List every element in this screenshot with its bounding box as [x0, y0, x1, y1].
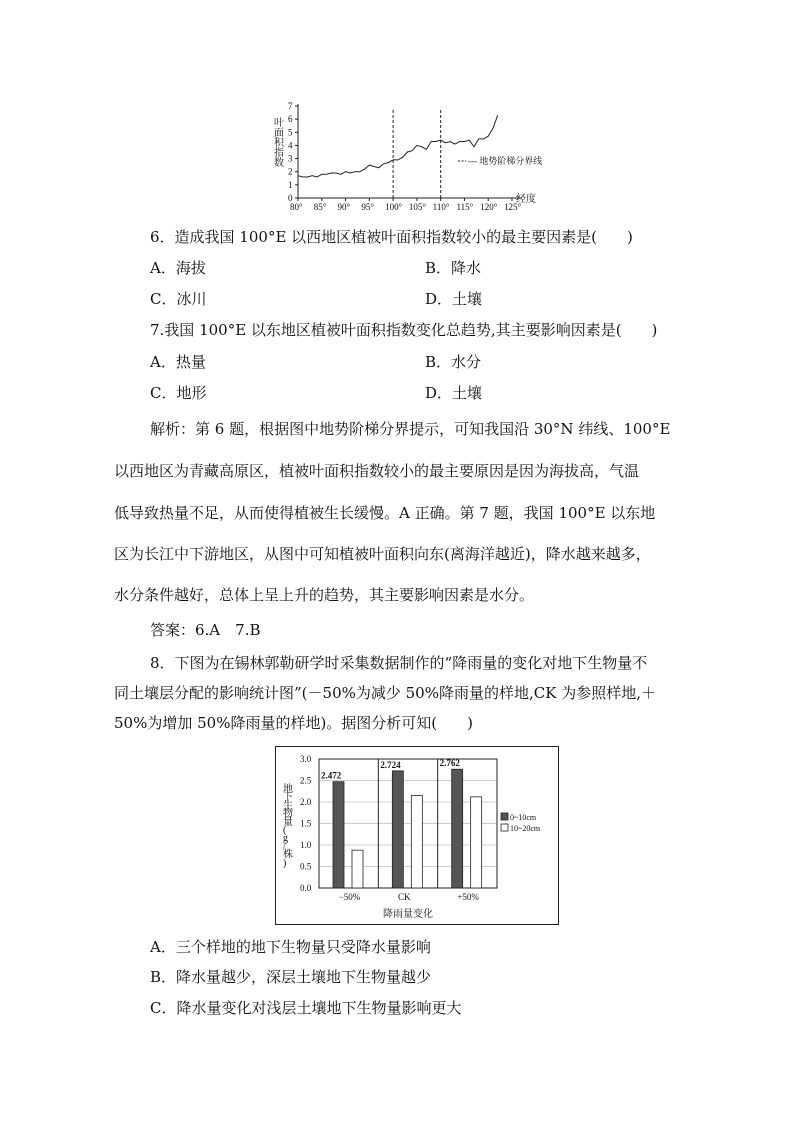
bar-0-10cm [452, 769, 463, 888]
q7-option-a: A．热量 [150, 353, 206, 371]
y-axis-label-char: 物 [283, 808, 293, 820]
y-axis-label-char: g [283, 833, 288, 845]
bar-10-20cm [411, 796, 422, 888]
q6-option-d: D．土壤 [425, 290, 483, 308]
y-axis-label-char: 株 [283, 849, 293, 861]
q7-option-b: B．水分 [425, 353, 482, 371]
y-axis-label-char: 指 [274, 148, 284, 159]
y-tick-label: 3.0 [300, 754, 312, 764]
y-axis-label-char: 下 [283, 792, 293, 804]
x-tick-label: 100° [385, 202, 403, 212]
q8-line-1: 8．下图为在锡林郭勒研学时采集数据制作的“降雨量的变化对地下生物量不 [150, 654, 648, 672]
q6-option-c: C．冰川 [150, 290, 207, 308]
x-tick-label: 90° [337, 202, 351, 212]
analysis-line-5: 水分条件越好，总体上呈上升的趋势，其主要影响因素是水分。 [114, 586, 535, 604]
legend-label: --- 地势阶梯分界线 [468, 156, 543, 166]
q7-option-c: C．地形 [150, 384, 207, 402]
bar-0-10cm [392, 771, 403, 888]
q6-option-b: B．降水 [425, 259, 482, 277]
y-axis-label-char: 叶 [274, 118, 284, 129]
x-tick-label: −50% [338, 892, 361, 902]
y-axis-label-char: 面 [274, 128, 284, 139]
y-tick-label: 2.0 [300, 797, 312, 807]
x-axis-label: 经度 [516, 194, 536, 205]
q8-line-3: 50%为增加 50%降雨量的样地)。据图分析可知( ) [114, 714, 474, 732]
y-axis-label-char: 地 [283, 784, 293, 795]
analysis-line-1: 解析：第 6 题，根据图中地势阶梯分界提示，可知我国沿 30°N 纬线、100°E [150, 420, 671, 438]
analysis-line-2: 以西地区为青藏高原区，植被叶面积指数较小的最主要原因是因为海拔高，气温 [114, 462, 640, 480]
q7-option-d: D．土壤 [425, 384, 483, 402]
y-axis-label [283, 782, 293, 869]
x-tick-label: 80° [290, 202, 303, 212]
q8-option-b: B．降水量越少，深层土壤地下生物量越少 [150, 968, 432, 986]
q8-option-c: C．降水量变化对浅层土壤地下生物量影响更大 [150, 999, 462, 1017]
y-tick-label: 2 [288, 166, 293, 177]
y-tick-label: 1.5 [300, 818, 312, 829]
bar-10-20cm [352, 850, 363, 888]
legend-label: 0~10cm [510, 813, 537, 822]
q8-option-a: A．三个样地的地下生物量只受降水量影响 [150, 938, 431, 956]
y-axis-label-char: ( [283, 825, 287, 836]
y-axis-label-char: 积 [274, 138, 284, 149]
y-axis-label [274, 116, 285, 169]
biomass-bar-chart [275, 746, 559, 926]
x-tick-label: 110° [432, 202, 450, 212]
y-axis-label-char: 数 [274, 158, 284, 169]
y-tick-label: 5 [288, 127, 293, 138]
legend-swatch [501, 824, 508, 831]
x-tick-label: 85° [313, 202, 327, 212]
answer: 答案：6.A 7.B [150, 621, 261, 639]
y-tick-label: 0 [288, 193, 293, 203]
analysis-line-3: 低导致热量不足，从而使得植被生长缓慢。A 正确。第 7 题，我国 100°E 以东地 [114, 504, 656, 522]
y-tick-label: 0.5 [300, 861, 312, 872]
y-tick-label: 3 [288, 153, 293, 164]
data-label: 2.724 [380, 759, 401, 770]
data-label: 2.762 [439, 758, 460, 769]
y-tick-label: 7 [288, 101, 293, 111]
x-tick-label: 95° [361, 202, 374, 212]
q6-option-a: A．海拔 [150, 259, 206, 277]
y-axis-label-char: ) [283, 857, 287, 869]
y-axis-label-char: / [283, 841, 286, 853]
x-tick-label: 105° [408, 202, 426, 212]
bar-10-20cm [471, 797, 482, 888]
y-tick-label: 1.0 [300, 840, 312, 850]
q7-stem: 7.我国 100°E 以东地区植被叶面积指数变化总趋势,其主要影响因素是( ) [150, 321, 658, 339]
x-tick-label: 120° [480, 202, 498, 212]
y-tick-label: 0.0 [300, 883, 312, 893]
q8-line-2: 同土壤层分配的影响统计图”(－50%为减少 50%降雨量的样地,CK 为参照样地,＋ [114, 684, 656, 702]
y-axis-label-char: 量 [283, 816, 293, 828]
legend-label: 10~20cm [510, 824, 541, 833]
y-tick-label: 4 [288, 140, 293, 151]
leaf-area-series-line [298, 115, 498, 177]
x-tick-label: 125° [504, 202, 522, 212]
x-axis-label: 降雨量变化 [383, 909, 433, 920]
bar-0-10cm [333, 782, 344, 888]
analysis-line-4: 区为长江中下游地区，从图中可知植被叶面积向东(离海洋越近)，降水越来越多， [114, 545, 651, 563]
y-tick-label: 2.5 [300, 775, 312, 786]
y-tick-label: 6 [288, 114, 293, 125]
data-label: 2.472 [321, 770, 342, 781]
x-tick-label: 115° [456, 202, 474, 212]
y-axis-label-char: 生 [283, 800, 293, 812]
legend-swatch [501, 813, 508, 820]
q6-stem: 6．造成我国 100°E 以西地区植被叶面积指数较小的最主要因素是( ) [150, 228, 633, 246]
y-tick-label: 1 [288, 179, 293, 190]
x-tick-label: CK [398, 892, 411, 902]
leaf-area-chart [262, 96, 552, 220]
x-tick-label: +50% [457, 892, 479, 902]
